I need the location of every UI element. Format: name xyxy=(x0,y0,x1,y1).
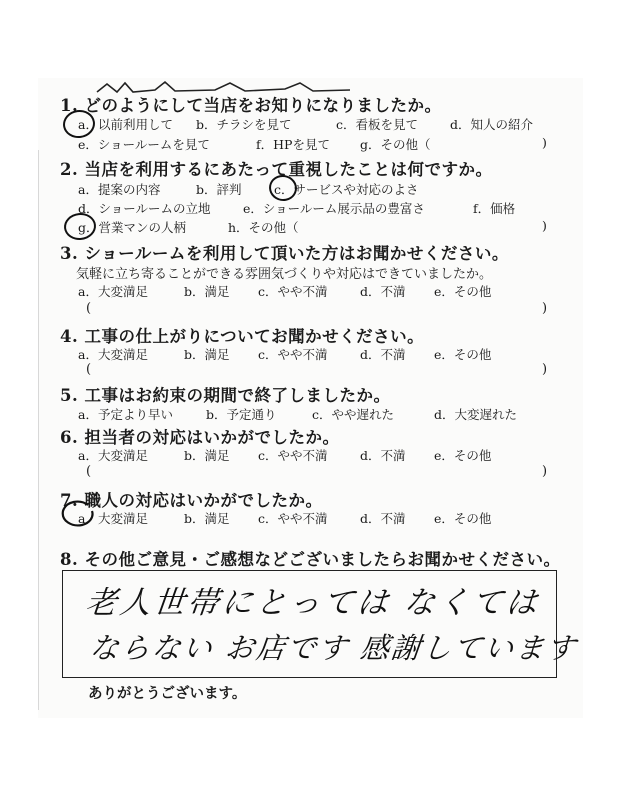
question-number: 2. xyxy=(60,160,79,179)
q4-other-open-paren: ( xyxy=(86,362,92,377)
q6-option-b[interactable]: b．満足 xyxy=(184,448,230,463)
q2-option-b[interactable]: b．評判 xyxy=(196,182,242,197)
question-number: 8. xyxy=(60,550,79,569)
q1-other-close-paren: ) xyxy=(542,135,547,150)
q2-option-d[interactable]: d．ショールームの立地 xyxy=(78,201,211,216)
q4-option-b[interactable]: b．満足 xyxy=(184,347,230,362)
q7-option-c[interactable]: c．やや不満 xyxy=(258,511,328,526)
q5-option-a[interactable]: a．予定より早い xyxy=(78,407,173,422)
question-text: 職人の対応はいかがでしたか。 xyxy=(84,491,323,510)
question-text: 担当者の対応はいかがでしたか。 xyxy=(84,428,340,447)
handwritten-comment-line-2: ならない お店です 感謝しています xyxy=(88,631,580,665)
q1-option-a[interactable]: a．以前利用して xyxy=(78,117,173,132)
q2-other-close-paren: ) xyxy=(542,218,547,233)
q1-option-d[interactable]: d．知人の紹介 xyxy=(450,117,534,132)
q2-option-a[interactable]: a．提案の内容 xyxy=(78,182,161,197)
question-1 xyxy=(60,92,441,116)
q6-option-d[interactable]: d．不満 xyxy=(360,448,406,463)
q2-option-f[interactable]: f．価格 xyxy=(473,201,516,216)
question-text: 工事の仕上がりについてお聞かせください。 xyxy=(84,327,425,346)
q4-option-e[interactable]: e．その他 xyxy=(434,347,492,362)
q2-option-e[interactable]: e．ショールーム展示品の豊富さ xyxy=(243,201,425,216)
question-8 xyxy=(60,546,560,570)
q5-option-c[interactable]: c．やや遅れた xyxy=(312,407,395,422)
q2-option-g[interactable]: g．営業マンの人柄 xyxy=(78,220,187,235)
q1-option-e[interactable]: e．ショールームを見て xyxy=(78,137,210,152)
question-number: 3. xyxy=(60,244,79,263)
q5-option-d[interactable]: d．大変遅れた xyxy=(434,407,518,422)
q6-option-c[interactable]: c．やや不満 xyxy=(258,448,328,463)
q1-option-c[interactable]: c．看板を見て xyxy=(336,117,419,132)
question-6 xyxy=(60,424,339,448)
q4-other-close-paren: ) xyxy=(542,362,548,377)
scan-edge xyxy=(38,150,39,710)
q6-other-close-paren: ) xyxy=(542,464,548,479)
q3-option-e[interactable]: e．その他 xyxy=(434,284,492,299)
q3-other-close-paren: ) xyxy=(542,301,548,316)
question-number: 1. xyxy=(60,96,79,115)
q2-option-h[interactable]: h．その他（ xyxy=(228,220,299,235)
q4-option-a[interactable]: a．大変満足 xyxy=(78,347,148,362)
question-text: 当店を利用するにあたって重視したことは何ですか。 xyxy=(84,160,493,179)
question-text: どのようにして当店をお知りになりましたか。 xyxy=(84,96,442,115)
question-number: 6. xyxy=(60,428,79,447)
q1-option-g[interactable]: g．その他（ xyxy=(360,137,431,152)
q3-option-a[interactable]: a．大変満足 xyxy=(78,284,148,299)
q3-option-c[interactable]: c．やや不満 xyxy=(258,284,328,299)
q7-option-a[interactable]: a．大変満足 xyxy=(78,511,148,526)
q4-option-d[interactable]: d．不満 xyxy=(360,347,406,362)
question-text: 工事はお約束の期間で終了しましたか。 xyxy=(84,386,391,405)
question-3 xyxy=(60,240,509,264)
question-7 xyxy=(60,487,322,511)
q3-other-open-paren: ( xyxy=(86,301,92,316)
question-text: その他ご意見・ご感想などございましたらお聞かせください。 xyxy=(84,550,561,569)
question-number: 7. xyxy=(60,491,79,510)
q6-option-a[interactable]: a．大変満足 xyxy=(78,448,148,463)
question-number: 4. xyxy=(60,327,79,346)
q3-subquestion: 気軽に立ち寄ることができる雰囲気づくりや対応はできていましたか。 xyxy=(76,267,493,282)
q3-option-b[interactable]: b．満足 xyxy=(184,284,230,299)
q6-option-e[interactable]: e．その他 xyxy=(434,448,492,463)
question-4 xyxy=(60,323,424,347)
question-number: 5. xyxy=(60,386,79,405)
q6-other-open-paren: ( xyxy=(86,464,92,479)
q4-option-c[interactable]: c．やや不満 xyxy=(258,347,328,362)
selection-circle-q7-a xyxy=(58,497,98,531)
handwritten-comment-line-1: 老人世帯にとっては なくては xyxy=(83,585,542,621)
q7-option-b[interactable]: b．満足 xyxy=(184,511,230,526)
q1-option-f[interactable]: f．HPを見て xyxy=(256,137,330,152)
q3-option-d[interactable]: d．不満 xyxy=(360,284,406,299)
q1-option-b[interactable]: b．チラシを見て xyxy=(196,117,292,132)
question-text: ショールームを利用して頂いた方はお聞かせください。 xyxy=(84,244,509,263)
question-5 xyxy=(60,382,390,406)
q2-option-c[interactable]: c．サービスや対応のよさ xyxy=(274,182,419,197)
closing-thanks: ありがとうございます。 xyxy=(88,685,247,702)
q7-option-e[interactable]: e．その他 xyxy=(434,511,492,526)
q5-option-b[interactable]: b．予定通り xyxy=(206,407,277,422)
q7-option-d[interactable]: d．不満 xyxy=(360,511,406,526)
